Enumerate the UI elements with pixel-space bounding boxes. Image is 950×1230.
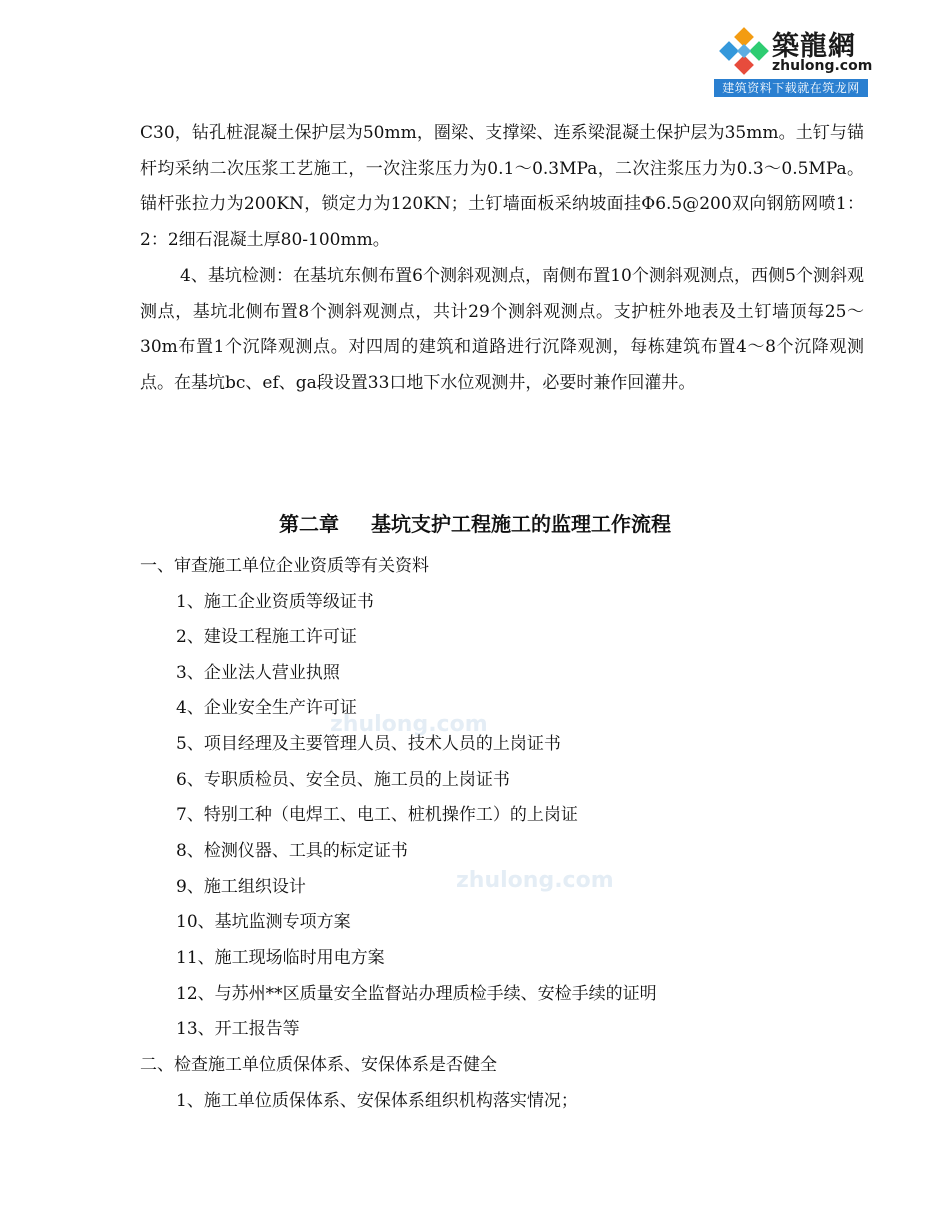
paragraph-2: 4、基坑检测：在基坑东侧布置6个测斜观测点，南侧布置10个测斜观测点，西侧5个测斜观测点，基坑北侧布置8个测斜观测点，共计29个测斜观测点。支护桩外地表及土钉墙顶每25～30m布置1个沉降观测点。对四周的建筑和道路进行沉降观测，每栋建筑布置4～8个沉降观测点。在基坑bc、ef、ga段设置33口地下水位观测井，必要时兼作回灌井。	[140, 266, 864, 393]
watermark: zhulong.com	[456, 868, 614, 893]
list-item: 2、建设工程施工许可证	[176, 627, 357, 647]
list-item: 4、企业安全生产许可证	[176, 698, 357, 718]
list-item: 7、特别工种（电焊工、电工、桩机操作工）的上岗证	[176, 805, 578, 825]
chapter-heading	[0, 508, 950, 537]
chapter-number: 第二章	[279, 512, 339, 536]
logo-domain: zhulong.com	[772, 58, 873, 74]
list-item: 9、施工组织设计	[176, 877, 306, 897]
list-item: 5、项目经理及主要管理人员、技术人员的上岗证书	[176, 734, 561, 754]
list-item: 3、企业法人营业执照	[176, 663, 340, 683]
section-1-heading: 一、审查施工单位企业资质等有关资料	[140, 556, 429, 576]
list-item: 1、施工单位质保体系、安保体系组织机构落实情况；	[176, 1091, 578, 1111]
section-2-heading: 二、检查施工单位质保体系、安保体系是否健全	[140, 1055, 497, 1075]
list-item: 11、施工现场临时用电方案	[176, 948, 385, 968]
watermark: zhulong.com	[330, 712, 488, 737]
list-item: 6、专职质检员、安全员、施工员的上岗证书	[176, 770, 510, 790]
logo-tagline: 建筑资料下载就在筑龙网	[714, 79, 868, 97]
paragraph-1: C30，钻孔桩混凝土保护层为50mm，圈梁、支撑梁、连系梁混凝土保护层为35mm。土钉与锚杆均采纳二次压浆工艺施工，一次注浆压力为0.1～0.3MPa，二次注浆压力为0.3～0.5MPa。锚杆张拉力为200KN，锁定力为120KN；土钉墙面板采纳坡面挂Φ6.5@200双向钢筋网喷1：2：2细石混凝土厚80-100mm。	[140, 123, 864, 250]
list-item: 1、施工企业资质等级证书	[176, 592, 374, 612]
list-item: 10、基坑监测专项方案	[176, 912, 351, 932]
list-item: 13、开工报告等	[176, 1019, 300, 1039]
list-item: 8、检测仪器、工具的标定证书	[176, 841, 408, 861]
zhulong-logo	[714, 20, 873, 97]
pinwheel-logo-icon	[718, 26, 770, 76]
chapter-title: 基坑支护工程施工的监理工作流程	[371, 512, 671, 536]
list-item: 12、与苏州**区质量安全监督站办理质检手续、安检手续的证明	[176, 984, 657, 1004]
logo-name: 築龍網	[772, 31, 856, 62]
